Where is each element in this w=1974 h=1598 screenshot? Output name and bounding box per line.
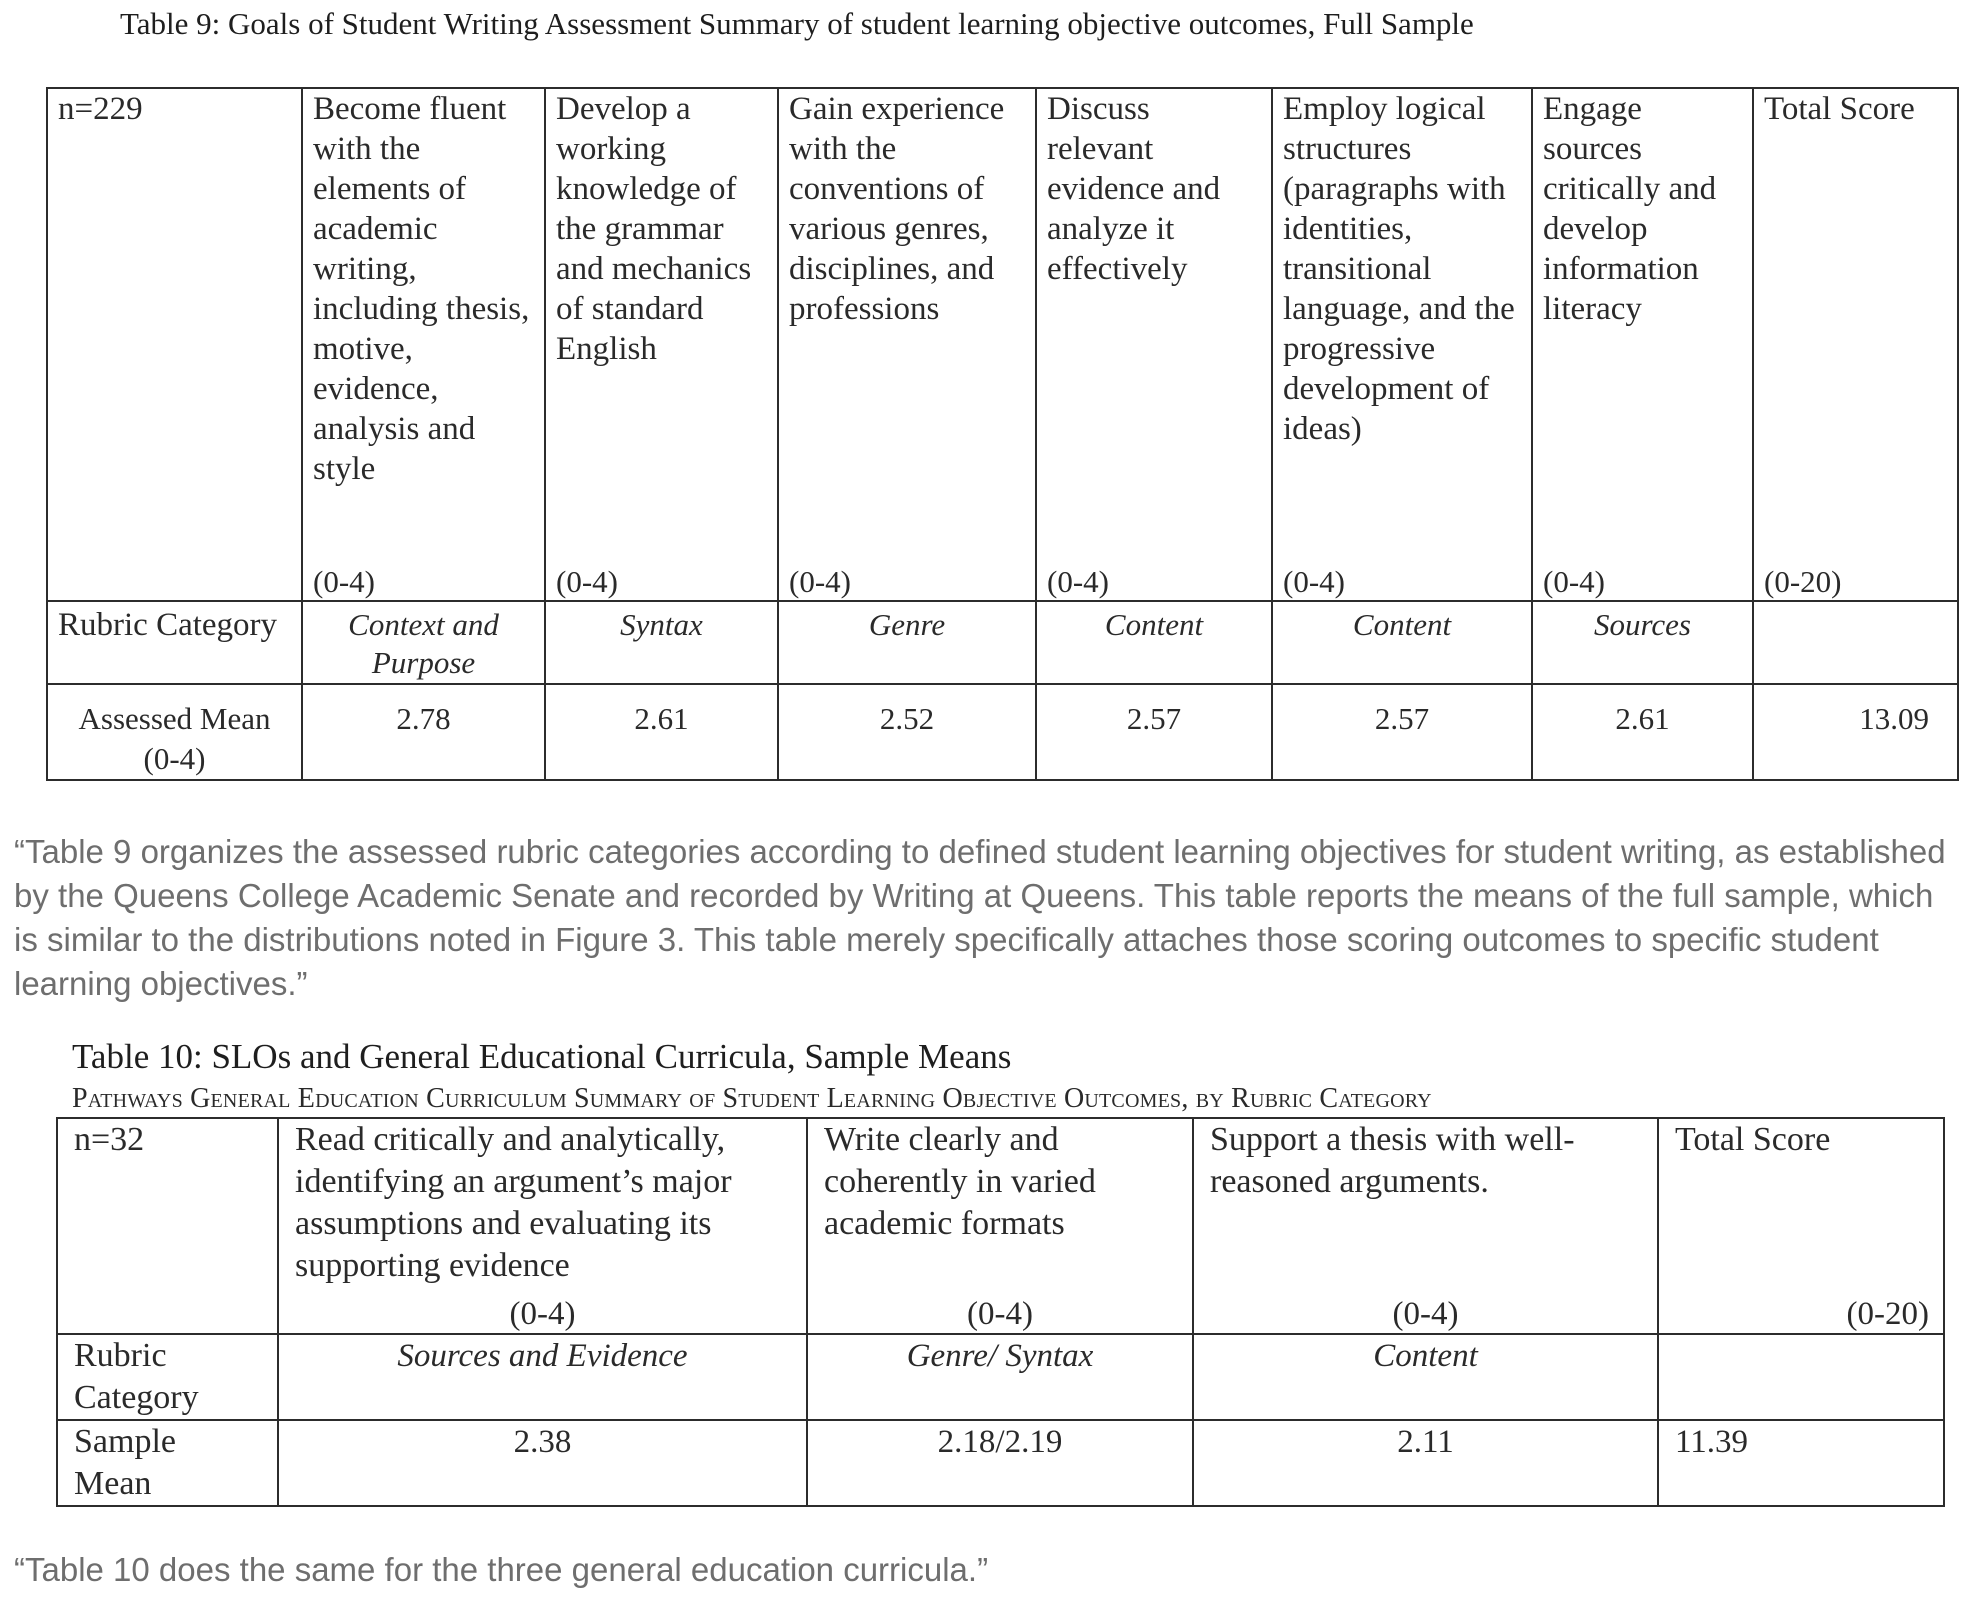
table10-title: Table 10: SLOs and General Educational Curricula, Sample Means	[72, 1037, 1012, 1076]
table10	[56, 1117, 1945, 1507]
mean-cell: 11.39	[1658, 1420, 1944, 1506]
category-cell: Content	[1193, 1334, 1658, 1420]
category-cell: Sources and Evidence	[278, 1334, 807, 1420]
category-cell: Sources	[1532, 601, 1753, 684]
range-label: (0-4)	[1392, 1296, 1459, 1332]
table9-category-row	[47, 601, 1958, 684]
range-label: (0-4)	[509, 1296, 576, 1332]
row-label: Rubric Category	[47, 601, 302, 684]
category-cell	[1658, 1334, 1944, 1420]
category-cell: Syntax	[545, 601, 778, 684]
range-label: (0-4)	[556, 564, 618, 599]
table9-header-cell: Discuss relevant evidence and analyze it effectively (0-4)	[1036, 88, 1272, 601]
table9-header-cell: Become fluent with the elements of academic writing, including thesis, motive, evidence, analysis and style (0-4)	[302, 88, 545, 601]
table9-header-cell: Employ logical structures (paragraphs with identities, transitional language, and the progressive development of ideas) (0-4)	[1272, 88, 1532, 601]
table9-header-cell: Engage sources critically and develop information literacy (0-4)	[1532, 88, 1753, 601]
table10-corner-cell: n=32	[57, 1118, 278, 1334]
row-label: Rubric Category	[57, 1334, 278, 1420]
table10-header-cell: Read critically and analytically, identifying an argument’s major assumptions and evaluating its supporting evidence (0-4)	[278, 1118, 807, 1334]
mean-cell: 2.18/2.19	[807, 1420, 1193, 1506]
category-cell: Content	[1036, 601, 1272, 684]
mean-cell: 2.61	[1532, 684, 1753, 780]
table10-header-cell: Support a thesis with well-reasoned arguments. (0-4)	[1193, 1118, 1658, 1334]
table9-header-cell: Gain experience with the conventions of various genres, disciplines, and professions (0-4)	[778, 88, 1036, 601]
mean-cell: 2.52	[778, 684, 1036, 780]
range-label: (0-4)	[1047, 564, 1109, 599]
category-cell: Genre	[778, 601, 1036, 684]
table10-subtitle: Pathways General Education Curriculum Summary of Student Learning Objective Outcomes, by Rubric Category	[72, 1083, 1432, 1114]
mean-cell: 2.57	[1036, 684, 1272, 780]
range-label: (0-20)	[1764, 564, 1842, 599]
mean-cell: 2.61	[545, 684, 778, 780]
row-label: Assessed Mean (0-4)	[47, 684, 302, 780]
range-label: (0-4)	[789, 564, 851, 599]
table9-mean-row	[47, 684, 1958, 780]
table9	[46, 87, 1959, 781]
range-label: (0-4)	[1543, 564, 1605, 599]
table9-title: Table 9: Goals of Student Writing Assessment Summary of student learning objective outcomes, Full Sample	[120, 6, 1474, 41]
table10-header-cell: Write clearly and coherently in varied academic formats (0-4)	[807, 1118, 1193, 1334]
table10-quote: “Table 10 does the same for the three general education curricula.”	[14, 1551, 989, 1588]
table10-category-row	[57, 1334, 1944, 1420]
table9-header-row	[47, 88, 1958, 601]
category-cell	[1753, 601, 1958, 684]
mean-cell: 2.11	[1193, 1420, 1658, 1506]
mean-cell: 2.38	[278, 1420, 807, 1506]
mean-cell: 13.09	[1753, 684, 1958, 780]
category-cell: Genre/ Syntax	[807, 1334, 1193, 1420]
category-cell: Content	[1272, 601, 1532, 684]
mean-cell: 2.57	[1272, 684, 1532, 780]
table10-mean-row	[57, 1420, 1944, 1506]
category-cell: Context and Purpose	[302, 601, 545, 684]
range-label: (0-4)	[967, 1296, 1033, 1332]
row-label: Sample Mean	[57, 1420, 278, 1506]
table9-header-cell: Total Score (0-20)	[1753, 88, 1958, 601]
table9-header-cell: Develop a working knowledge of the grammar and mechanics of standard English (0-4)	[545, 88, 778, 601]
range-label: (0-4)	[313, 564, 375, 599]
table9-quote: “Table 9 organizes the assessed rubric categories according to defined student learning objectives for student writing, as established by the Queens College Academic Senate and recorded by Writing at Queens. This table reports the means of the full sample, which is similar to the distributions noted in Figure 3. This table merely specifically attaches those scoring outcomes to specific student learning objectives.”	[14, 833, 1946, 1002]
table10-header-row	[57, 1118, 1944, 1334]
table10-header-cell: Total Score (0-20)	[1658, 1118, 1944, 1334]
mean-cell: 2.78	[302, 684, 545, 780]
range-label: (0-4)	[1283, 564, 1345, 599]
table9-corner-cell: n=229	[47, 88, 302, 601]
range-label: (0-20)	[1846, 1296, 1929, 1332]
